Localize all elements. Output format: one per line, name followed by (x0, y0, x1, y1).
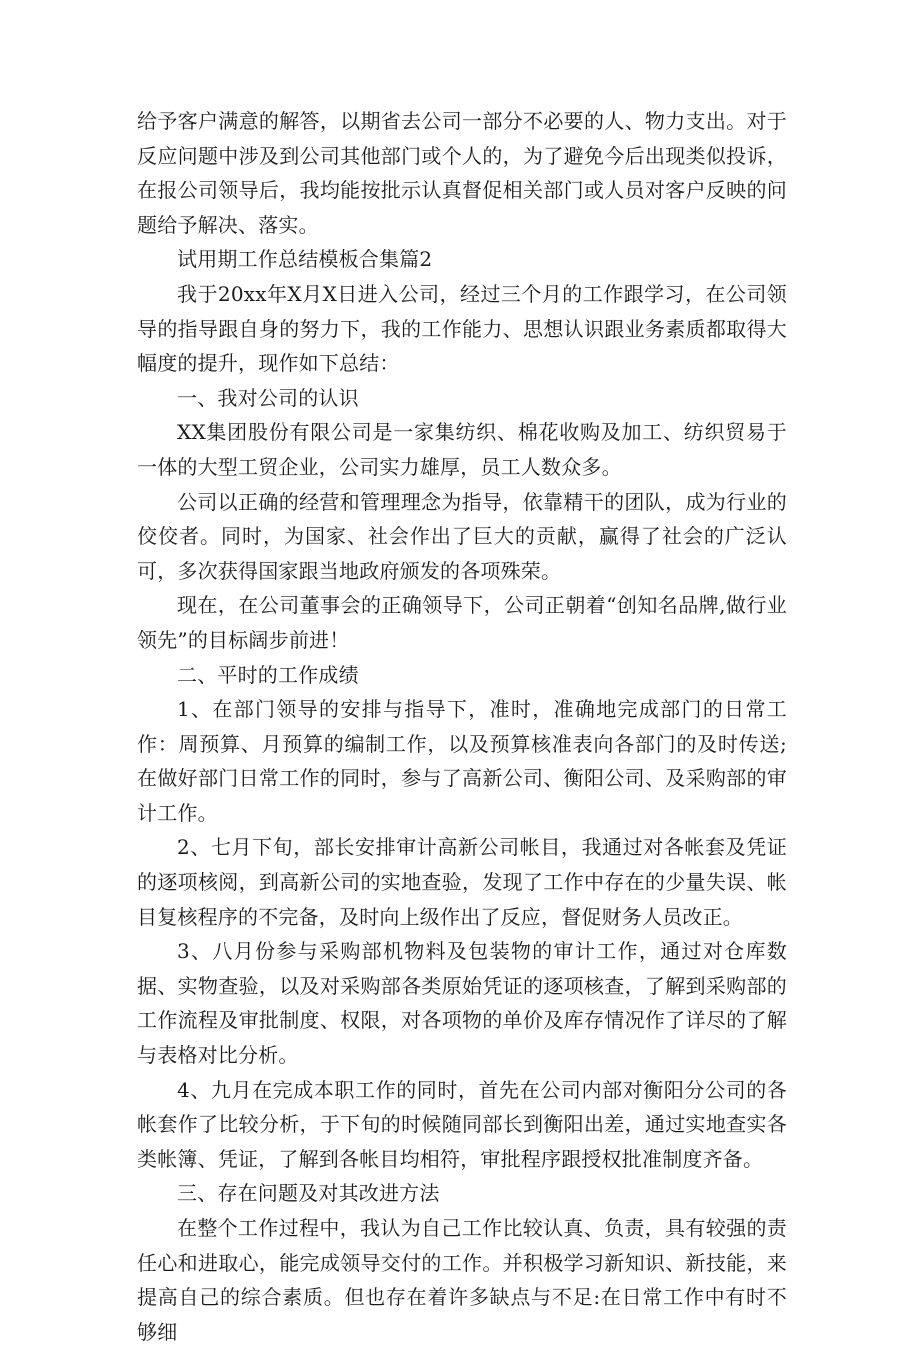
paragraph-self-assessment: 在整个工作过程中，我认为自己工作比较认真、负责，具有较强的责任心和进取心，能完成领导交付的工作。并积极学习新知识、新技能，来提高自己的综合素质。但也存在着许多缺点与不足:在日常工作中有时不够细 (137, 1216, 787, 1344)
paragraph-achievement-1: 1、在部门领导的安排与指导下，准时，准确地完成部门的日常工作：周预算、月预算的编制工作，以及预算核准表向各部门的及时传送;在做好部门日常工作的同时，参与了高新公司、衡阳公司、及采购部的审计工作。 (137, 697, 787, 825)
heading-company-understanding: 一、我对公司的认识 (177, 385, 359, 410)
document-body (137, 104, 787, 1349)
paragraph-achievement-4: 4、九月在完成本职工作的同时，首先在公司内部对衡阳分公司的各帐套作了比较分析，于下旬的时候随同部长到衡阳出差，通过实地查实各类帐簿、凭证，了解到各帐目均相符，审批程序跟授权批准制度齐备。 (137, 1077, 787, 1171)
heading-work-achievements: 二、平时的工作成绩 (177, 662, 359, 687)
paragraph-achievement-3: 3、八月份参与采购部机物料及包装物的审计工作，通过对仓库数据、实物查验，以及对采购部各类原始凭证的逐项核查，了解到采购部的工作流程及审批制度、权限，对各项物的单价及库存情况作了详尽的了解与表格对比分析。 (137, 939, 787, 1068)
paragraph-company-profile: XX集团股份有限公司是一家集纺织、棉花收购及加工、纺织贸易于一体的大型工贸企业，公司实力雄厚，员工人数众多。 (137, 420, 787, 479)
paragraph-company-philosophy: 公司以正确的经营和管理理念为指导，依靠精干的团队，成为行业的佼佼者。同时，为国家、社会作出了巨大的贡献，赢得了社会的广泛认可，多次获得国家跟当地政府颁发的各项殊荣。 (137, 489, 787, 583)
section-title: 试用期工作总结模板合集篇2 (177, 247, 433, 272)
paragraph-achievement-2: 2、七月下旬，部长安排审计高新公司帐目，我通过对各帐套及凭证的逐项核阅，到高新公司的实地查验，发现了工作中存在的少量失误、帐目复核程序的不完备，及时向上级作出了反应，督促财务人员改正。 (137, 835, 787, 929)
paragraph-company-goal: 现在，在公司董事会的正确领导下，公司正朝着“创知名品牌,做行业领先”的目标阔步前进！ (137, 593, 787, 652)
paragraph-intro-continuation: 给予客户满意的解答，以期省去公司一部分不必要的人、物力支出。对于反应问题中涉及到公司其他部门或个人的，为了避免今后出现类似投诉，在报公司领导后，我均能按批示认真督促相关部门或人员对客户反映的问题给予解决、落实。 (137, 109, 787, 237)
paragraph-opening: 我于20xx年X月X日进入公司，经过三个月的工作跟学习，在公司领导的指导跟自身的努力下，我的工作能力、思想认识跟业务素质都取得大幅度的提升，现作如下总结： (137, 281, 787, 376)
heading-problems-improvements: 三、存在问题及对其改进方法 (177, 1181, 440, 1206)
